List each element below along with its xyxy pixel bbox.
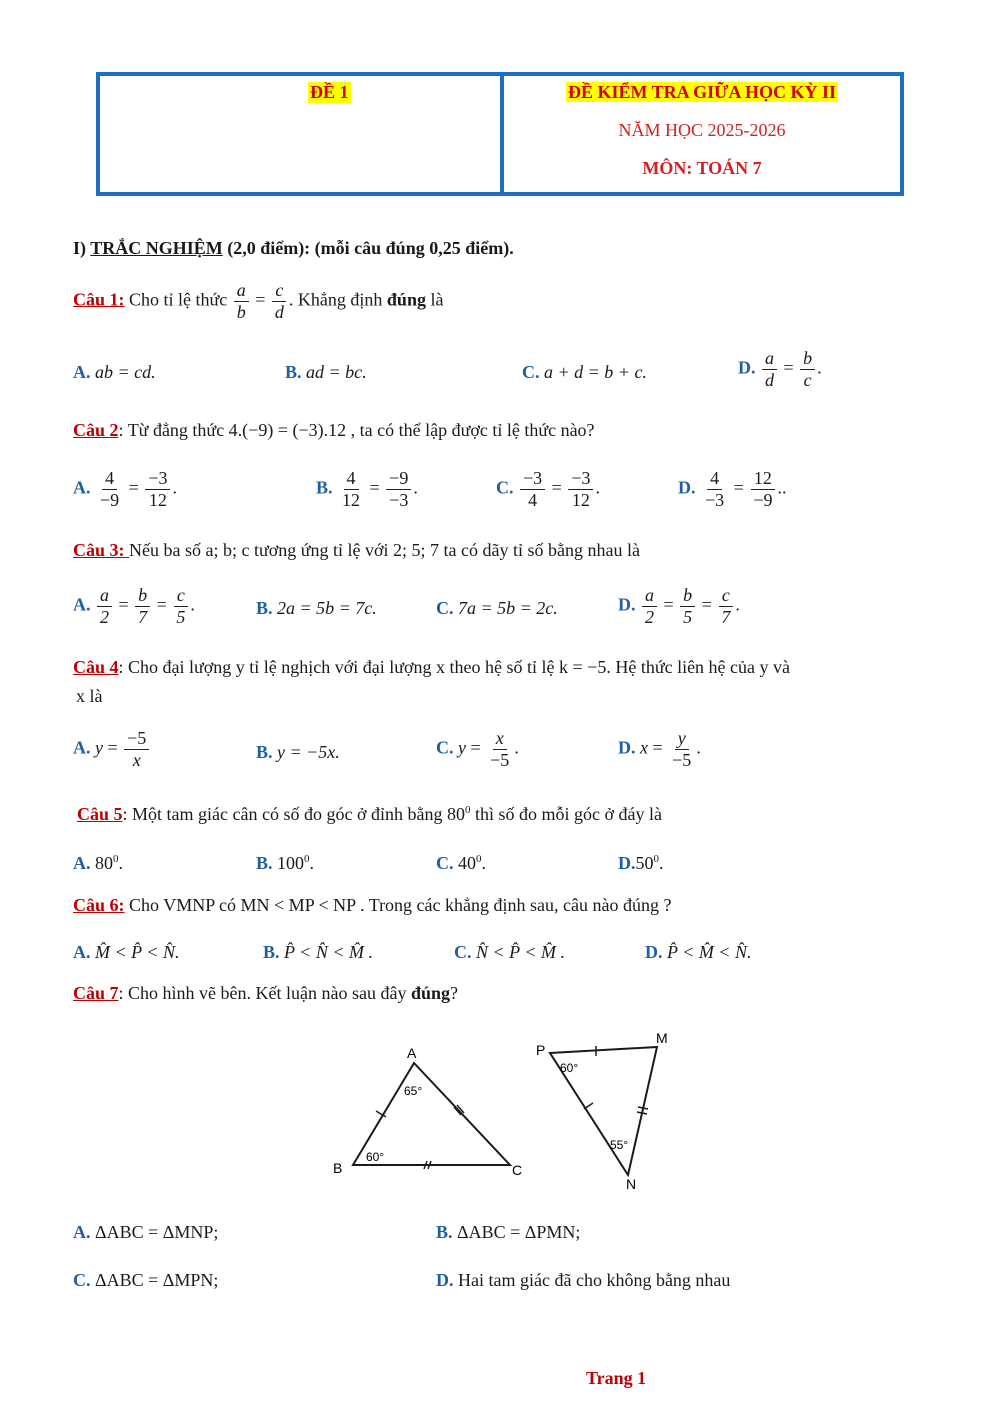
q4-option-b[interactable]: B. y = −5x. (256, 742, 340, 762)
vertex-m-label: M (656, 1030, 668, 1046)
q6-option-b[interactable]: B. P̂ < N̂ < M̂ . (263, 942, 373, 962)
q3-option-d[interactable]: D. $\frac{a}{2}$ = $\frac{b}{5}$ = $\frac{c}{7}$ . (618, 585, 740, 627)
q6-option-a[interactable]: A. M̂ < P̂ < N̂. (73, 942, 180, 962)
q4-option-d[interactable]: D. x = $\frac{y}{-5}$ . (618, 728, 701, 770)
de-label: ĐỀ 1 (310, 82, 349, 102)
q5-option-d[interactable]: $D.50^0$. (618, 853, 664, 873)
exam-title-row (504, 82, 900, 103)
q7-option-a[interactable]: A. ΔABC = ΔMNP; (73, 1222, 219, 1242)
q2-option-d[interactable]: D. $\frac{4}{-3}$ = $\frac{12}{-9}$ .. (678, 468, 787, 510)
school-year: NĂM HỌC 2025-2026 (618, 120, 786, 140)
q1-option-a[interactable]: A. ab = cd. (73, 362, 156, 382)
question-4-cont: x là (76, 686, 103, 706)
header-left-cell (100, 76, 504, 192)
triangles-figure (320, 1025, 680, 1195)
header-right-cell (504, 76, 900, 192)
vertex-c-label: C (512, 1162, 523, 1178)
vertex-b-label: B (333, 1160, 343, 1176)
page-number: Trang 1 (586, 1368, 647, 1388)
q5-option-b[interactable]: B. $100^0$. (256, 853, 315, 873)
question-2: Câu 2: Từ đẳng thức 4.(−9) = (−3).12 , ta có thể lập được tỉ lệ thức nào? (73, 420, 595, 440)
question-5: Câu 5: Một tam giác cân có số đo góc ở đỉnh bằng $80^0$ thì số đo mỗi góc ở đáy là (77, 804, 662, 824)
q4-option-a[interactable]: A. y = $\frac{-5}{x}$ (73, 728, 151, 770)
question-7: Câu 7: Cho hình vẽ bên. Kết luận nào sau đây đúng? (73, 983, 459, 1003)
q6-option-c[interactable]: C. N̂ < P̂ < M̂ . (454, 942, 565, 962)
q1-option-b[interactable]: B. ad = bc. (285, 362, 367, 382)
angle-n-label: 55° (610, 1138, 629, 1152)
question-1: Câu 1: Cho tỉ lệ thức $\frac{a}{b}$ = $\frac{c}{d}$ . Khẳng định đúng là (73, 280, 444, 322)
q7-option-d[interactable]: D. Hai tam giác đã cho không bằng nhau (436, 1270, 731, 1290)
vertex-p-label: P (536, 1042, 546, 1058)
triangle-abc (333, 1045, 522, 1178)
q7-option-b[interactable]: B. ΔABC = ΔPMN; (436, 1222, 581, 1242)
angle-p-label: 60° (560, 1061, 579, 1075)
header-box (96, 72, 904, 196)
section-title: I) TRẮC NGHIỆM (2,0 điểm): (mỗi câu đúng 0,25 điểm). (73, 238, 514, 258)
question-4: Câu 4: Cho đại lượng y tỉ lệ nghịch với đại lượng x theo hệ số tỉ lệ k = −5. Hệ thức liên hệ của y và (73, 657, 791, 677)
angle-b-label: 60° (366, 1150, 385, 1164)
q7-option-c[interactable]: C. ΔABC = ΔMPN; (73, 1270, 219, 1290)
q1-option-d[interactable]: D. $\frac{a}{d}$ = $\frac{b}{c}$ . (738, 348, 822, 390)
subject: MÔN: TOÁN 7 (642, 158, 762, 178)
triangle-pmn (536, 1030, 668, 1192)
vertex-n-label: N (626, 1176, 637, 1192)
q5-option-a[interactable]: A. $80^0$. (73, 853, 123, 873)
q2-option-c[interactable]: C. $\frac{-3}{4}$ = $\frac{-3}{12}$ . (496, 468, 600, 510)
vertex-a-label: A (407, 1045, 417, 1061)
q2-option-b[interactable]: B. $\frac{4}{12}$ = $\frac{-9}{-3}$ . (316, 468, 418, 510)
q3-option-a[interactable]: A. $\frac{a}{2}$ = $\frac{b}{7}$ = $\frac{c}{5}$ . (73, 585, 195, 627)
q3-option-c[interactable]: C. 7a = 5b = 2c. (436, 598, 558, 618)
q4-option-c[interactable]: C. y = $\frac{x}{-5}$ . (436, 728, 519, 770)
angle-a-label: 65° (404, 1084, 423, 1098)
q6-option-d[interactable]: D. P̂ < M̂ < N̂. (645, 942, 752, 962)
question-3: Câu 3: Nếu ba số a; b; c tương ứng tỉ lệ với 2; 5; 7 ta có dãy tỉ số bằng nhau là (73, 540, 640, 560)
q1-option-c[interactable]: C. a + d = b + c. (522, 362, 647, 382)
q3-option-b[interactable]: B. 2a = 5b = 7c. (256, 598, 377, 618)
exam-title: ĐỀ KIỂM TRA GIỮA HỌC KỲ II (567, 82, 837, 102)
q2-option-a[interactable]: A. $\frac{4}{-9}$ = $\frac{-3}{12}$ . (73, 468, 177, 510)
q5-option-c[interactable]: C. $40^0$. (436, 853, 486, 873)
question-6: Câu 6: Cho VMNP có MN < MP < NP . Trong các khẳng định sau, câu nào đúng ? (73, 895, 672, 915)
